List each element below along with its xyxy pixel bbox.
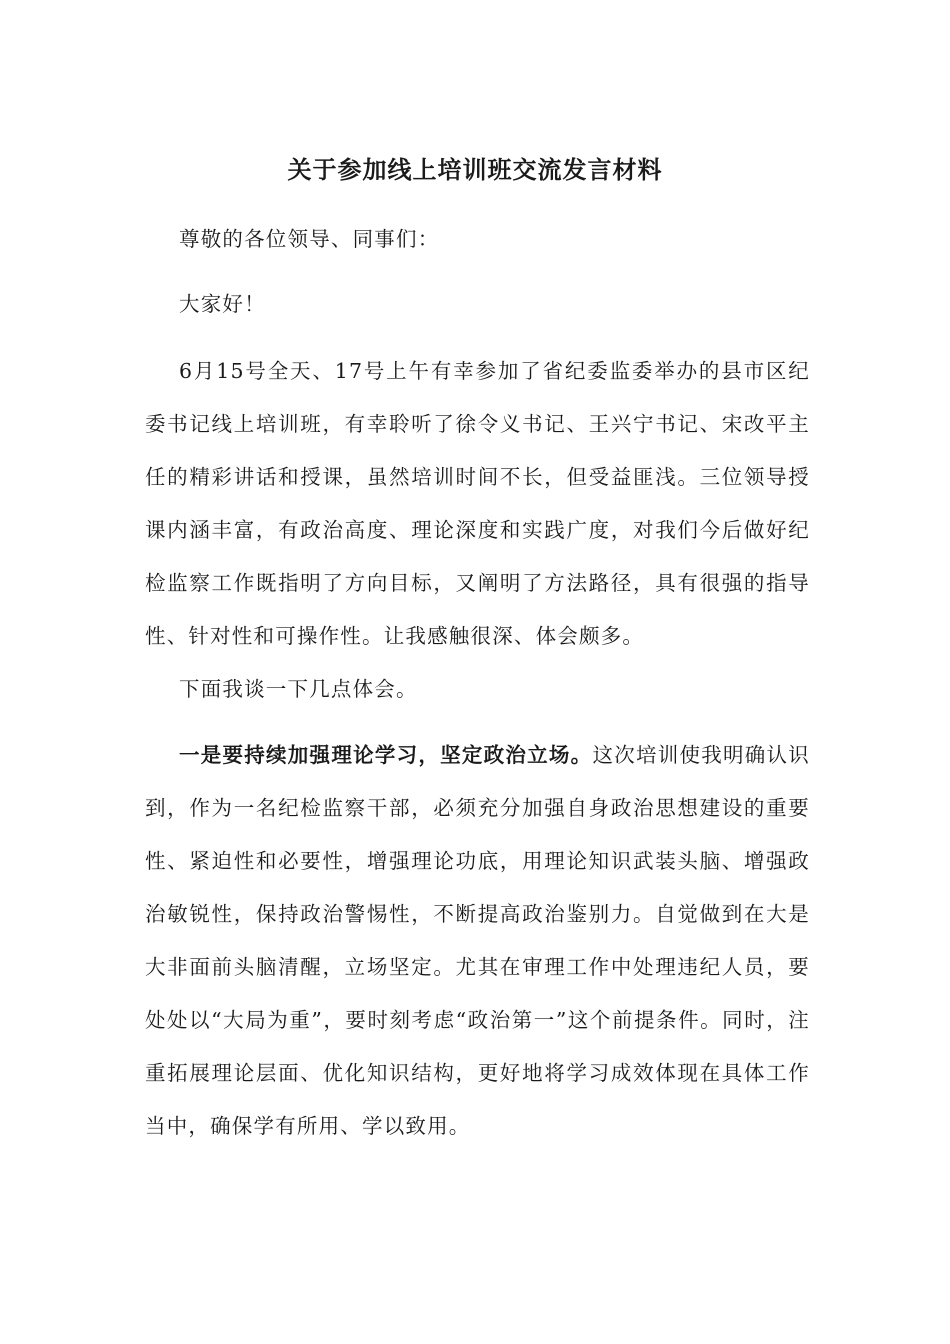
greeting-paragraph: 尊敬的各位领导、同事们： bbox=[179, 227, 440, 251]
document-title: 关于参加线上培训班交流发言材料 bbox=[287, 155, 663, 184]
point-one-paragraph bbox=[145, 729, 810, 1153]
intro-paragraph: 6月15号全天、17号上午有幸参加了省纪委监委举办的县市区纪委书记线上培训班，有幸聆听了徐令义书记、王兴宁书记、宋改平主任的精彩讲话和授课，虽然培训时间不长，但受益匪浅。三位领导授课内涵丰富，有政治高度、理论深度和实践广度，对我们今后做好纪检监察工作既指明了方向目标，又阐明了方法路径，具有很强的指导性、针对性和可操作性。让我感触很深、体会颇多。 bbox=[145, 359, 810, 648]
point-one-heading: 一是要持续加强理论学习，坚定政治立场。 bbox=[179, 743, 593, 767]
lead-in-paragraph: 下面我谈一下几点体会。 bbox=[179, 677, 418, 701]
point-one-body: 这次培训使我明确认识到，作为一名纪检监察干部，必须充分加强自身政治思想建设的重要性、紧迫性和必要性，增强理论功底，用理论知识武装头脑、增强政治敏锐性，保持政治警惕性，不断提高政治鉴别力。自觉做到在大是大非面前头脑清醒，立场坚定。尤其在审理工作中处理违纪人员，要处处以“大局为重”，要时刻考虑“政治第一”这个前提条件。同时，注重拓展理论层面、优化知识结构，更好地将学习成效体现在具体工作当中，确保学有所用、学以致用。 bbox=[145, 743, 810, 1138]
hello-paragraph: 大家好！ bbox=[179, 292, 266, 316]
